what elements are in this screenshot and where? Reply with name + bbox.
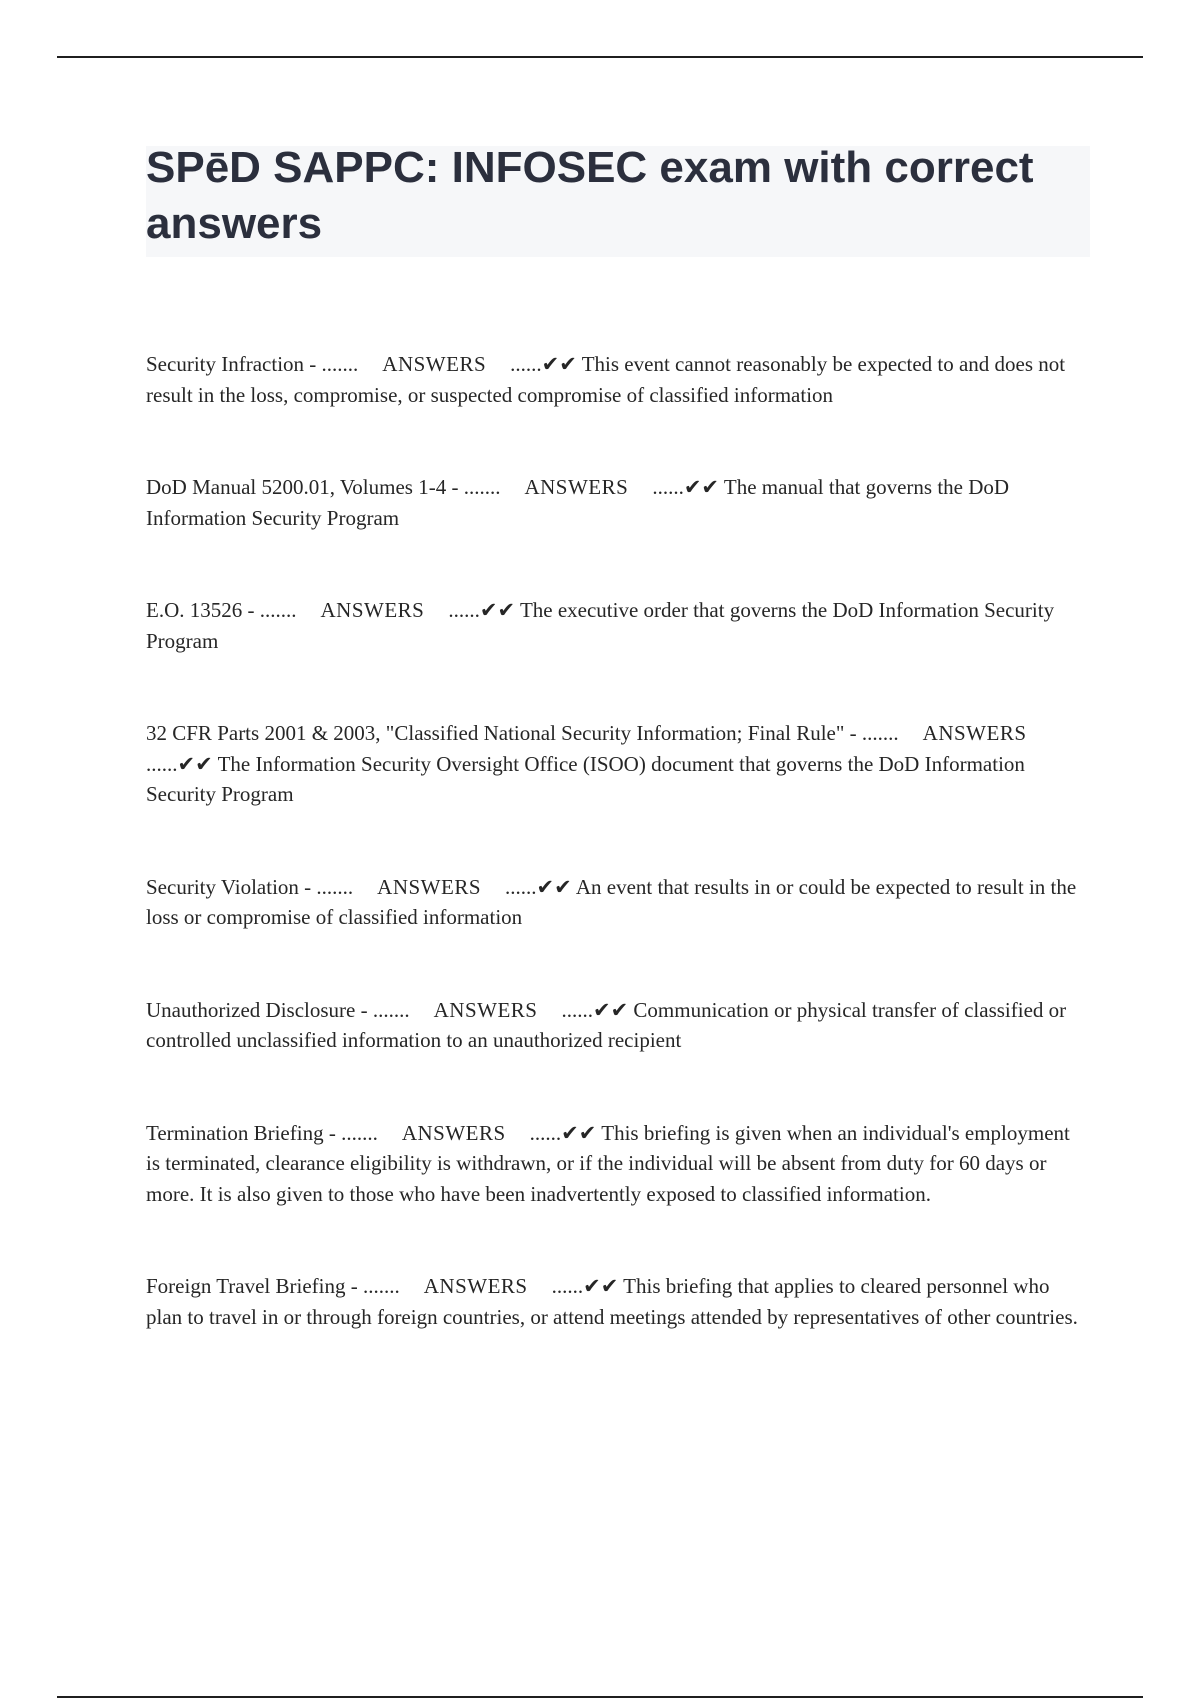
- qa-item-foreign-travel-briefing: [146, 1271, 1086, 1332]
- qa-check-marks: ......✔✔: [551, 1274, 619, 1298]
- bottom-rule: [57, 1696, 1143, 1698]
- qa-check-marks: ......✔✔: [146, 751, 213, 776]
- qa-term: Security Infraction -: [146, 352, 317, 376]
- qa-answers-marker: ANSWERS: [922, 721, 1027, 745]
- qa-leader: .......: [341, 1120, 378, 1145]
- qa-answers-marker: ANSWERS: [524, 475, 629, 499]
- page-title: SPēD SAPPC: INFOSEC exam with correct answers: [146, 143, 1034, 248]
- qa-check-marks: ......✔✔: [529, 1120, 597, 1145]
- qa-answer: The manual that governs the DoD Information Security Program: [146, 475, 1010, 530]
- qa-item-dod-manual: [146, 472, 1086, 533]
- qa-check-marks: ......✔✔: [510, 352, 577, 376]
- qa-answers-marker: ANSWERS: [401, 1120, 506, 1145]
- qa-answer: Communication or physical transfer of classified or controlled unclassified information to an unauthorized recipient: [146, 997, 1067, 1052]
- qa-check-marks: ......✔✔: [448, 598, 516, 622]
- qa-item-security-violation: [146, 872, 1086, 933]
- qa-term: Security Violation -: [146, 874, 312, 899]
- qa-term: Unauthorized Disclosure -: [146, 997, 368, 1022]
- qa-check-marks: ......✔✔: [561, 997, 629, 1022]
- qa-leader: .......: [463, 475, 501, 499]
- qa-answer: An event that results in or could be expected to result in the loss or compromise of classified information: [146, 874, 1077, 929]
- qa-check-marks: ......✔✔: [505, 874, 572, 899]
- qa-answer: This event cannot reasonably be expected to and does not result in the loss, compromise, or suspected compromise of classified information: [146, 352, 1066, 407]
- qa-term: 32 CFR Parts 2001 & 2003, "Classified National Security Information; Final Rule" -: [146, 721, 857, 745]
- qa-answer: The executive order that governs the DoD Information Security Program: [146, 598, 1055, 653]
- qa-answers-marker: ANSWERS: [423, 1274, 528, 1298]
- qa-list: [146, 349, 1086, 1394]
- qa-answer: This briefing is given when an individual's employment is terminated, clearance eligibility is withdrawn, or if the individual will be absent from duty for 60 days or more. It is also given to those who have been inadvertently exposed to classified information.: [146, 1120, 1070, 1206]
- qa-leader: .......: [861, 721, 899, 745]
- qa-term: Termination Briefing -: [146, 1120, 336, 1145]
- qa-answers-marker: ANSWERS: [377, 874, 482, 899]
- qa-answer: The Information Security Oversight Office (ISOO) document that governs the DoD Information Security Program: [146, 751, 1025, 806]
- qa-leader: .......: [362, 1274, 400, 1298]
- top-rule: [57, 56, 1143, 58]
- qa-check-marks: ......✔✔: [652, 475, 720, 499]
- qa-leader: .......: [259, 598, 297, 622]
- qa-term: DoD Manual 5200.01, Volumes 1-4 -: [146, 475, 459, 499]
- qa-item-unauthorized-disclosure: [146, 995, 1086, 1056]
- qa-answer: This briefing that applies to cleared personnel who plan to travel in or through foreign countries, or attend meetings attended by representatives of other countries.: [146, 1274, 1078, 1329]
- qa-item-32-cfr: [146, 718, 1086, 810]
- qa-leader: .......: [321, 352, 359, 376]
- qa-answers-marker: ANSWERS: [320, 598, 425, 622]
- qa-item-eo-13526: [146, 595, 1086, 656]
- qa-answers-marker: ANSWERS: [433, 997, 538, 1022]
- qa-leader: .......: [372, 997, 410, 1022]
- qa-term: E.O. 13526 -: [146, 598, 255, 622]
- qa-item-termination-briefing: [146, 1118, 1086, 1210]
- qa-item-security-infraction: [146, 349, 1086, 410]
- qa-leader: .......: [316, 874, 354, 899]
- qa-term: Foreign Travel Briefing -: [146, 1274, 358, 1298]
- qa-answers-marker: ANSWERS: [382, 352, 487, 376]
